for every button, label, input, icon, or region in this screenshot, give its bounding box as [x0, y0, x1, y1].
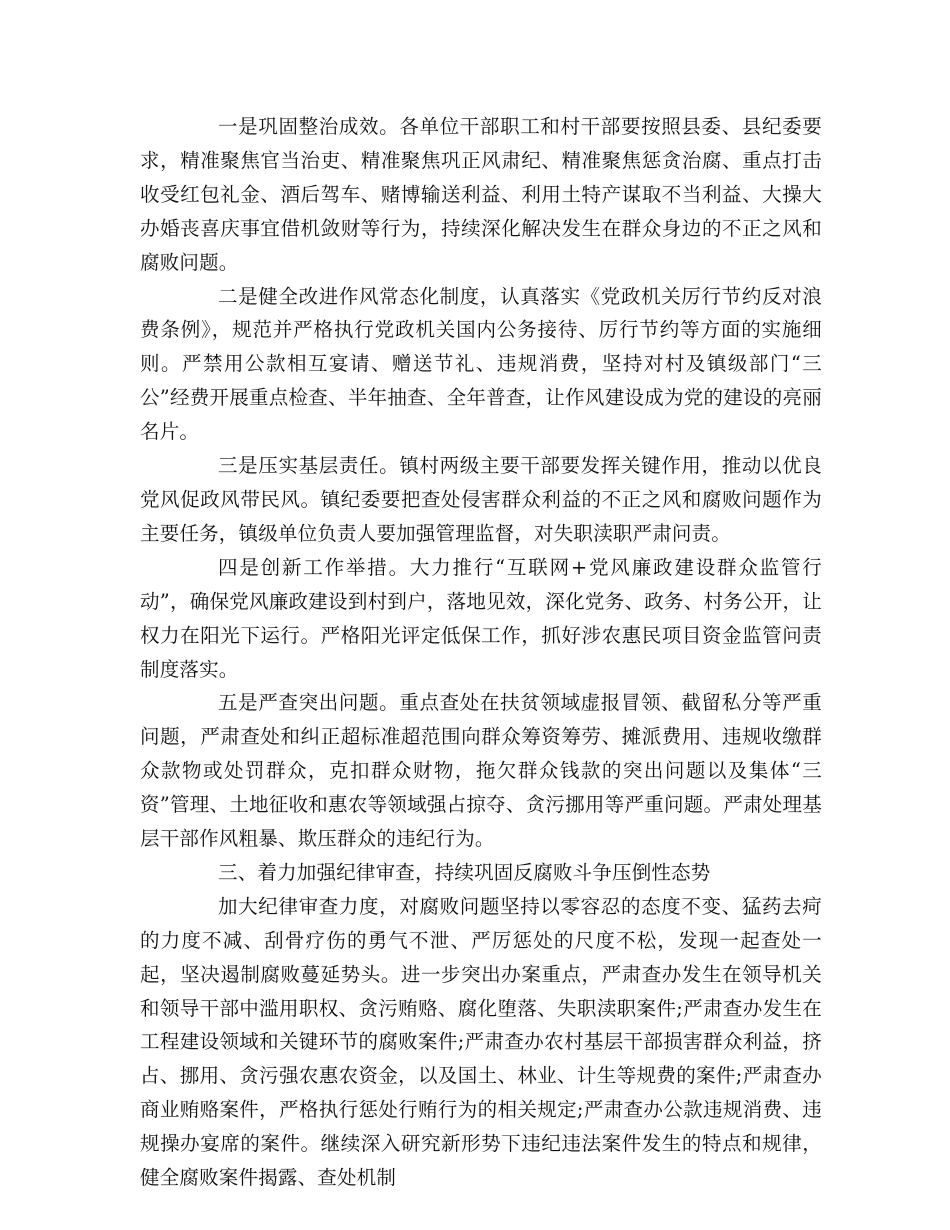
paragraph-investigate-problems: 五是严查突出问题。重点查处在扶贫领域虚报冒领、截留私分等严重问题，严肃查处和纠正超标准超范围向群众筹资筹劳、摊派费用、违规收缴群众款物或处罚群众，克扣群众财物，拖欠群众钱款的突出问题以及集体“三资”管理、土地征收和惠农等领域强占掠夺、贪污挪用等严重问题。严肃处理基层干部作风粗暴、欺压群众的违纪行为。 — [140, 691, 822, 851]
paragraph-discipline-review: 加大纪律审查力度，对腐败问题坚持以零容忍的态度不变、猛药去疴的力度不减、刮骨疗伤的勇气不泄、严厉惩处的尺度不松，发现一起查处一起，坚决遏制腐败蔓延势头。进一步突出办案重点，严肃查办发生在领导机关和领导干部中滥用职权、贪污贿赂、腐化堕落、失职渎职案件;严肃查办发生在工程建设领域和关键环节的腐败案件;严肃查办农村基层干部损害群众利益，挤占、挪用、贪污强农惠农资金，以及国土、林业、计生等规费的案件;严肃查办商业贿赂案件，严格执行惩处行贿行为的相关规定;严肃查办公款违规消费、违规操办宴席的案件。继续深入研究新形势下违纪违法案件发生的特点和规律，健全腐败案件揭露、查处机制 — [140, 894, 822, 1190]
section-heading: 三、着力加强纪律审查，持续巩固反腐败斗争压倒性态势 — [218, 860, 711, 884]
document-body — [140, 110, 822, 1195]
paragraph-consolidate-rectification: 一是巩固整治成效。各单位干部职工和村干部要按照县委、县纪委要求，精准聚焦官当治吏、精准聚焦巩正风肃纪、精准聚焦惩贪治腐、重点打击收受红包礼金、酒后驾车、赌博输送利益、利用土特产谋取不当利益、大操大办婚丧喜庆事宜借机敛财等行为，持续深化解决发生在群众身边的不正之风和腐败问题。 — [140, 115, 822, 274]
paragraph-innovative-measures: 四是创新工作举措。大力推行“互联网+党风廉政建设群众监管行动”，确保党风廉政建设到村到户，落地见效，深化党务、政务、村务公开，让权力在阳光下运行。严格阳光评定低保工作，抓好涉农惠民项目资金监管问责制度落实。 — [140, 555, 822, 681]
paragraph-improve-work-style: 二是健全改进作风常态化制度，认真落实《党政机关厉行节约反对浪费条例》，规范并严格执行党政机关国内公务接待、厉行节约等方面的实施细则。严禁用公款相互宴请、赠送节礼、违规消费，坚持对村及镇级部门“三公”经费开展重点检查、半年抽查、全年普查，让作风建设成为党的建设的亮丽名片。 — [140, 284, 822, 444]
paragraph-grassroots-responsibility: 三是压实基层责任。镇村两级主要干部要发挥关键作用，推动以优良党风促政风带民风。镇纪委要把查处侵害群众利益的不正之风和腐败问题作为主要任务，镇级单位负责人要加强管理监督，对失职渎职严肃问责。 — [140, 454, 822, 545]
